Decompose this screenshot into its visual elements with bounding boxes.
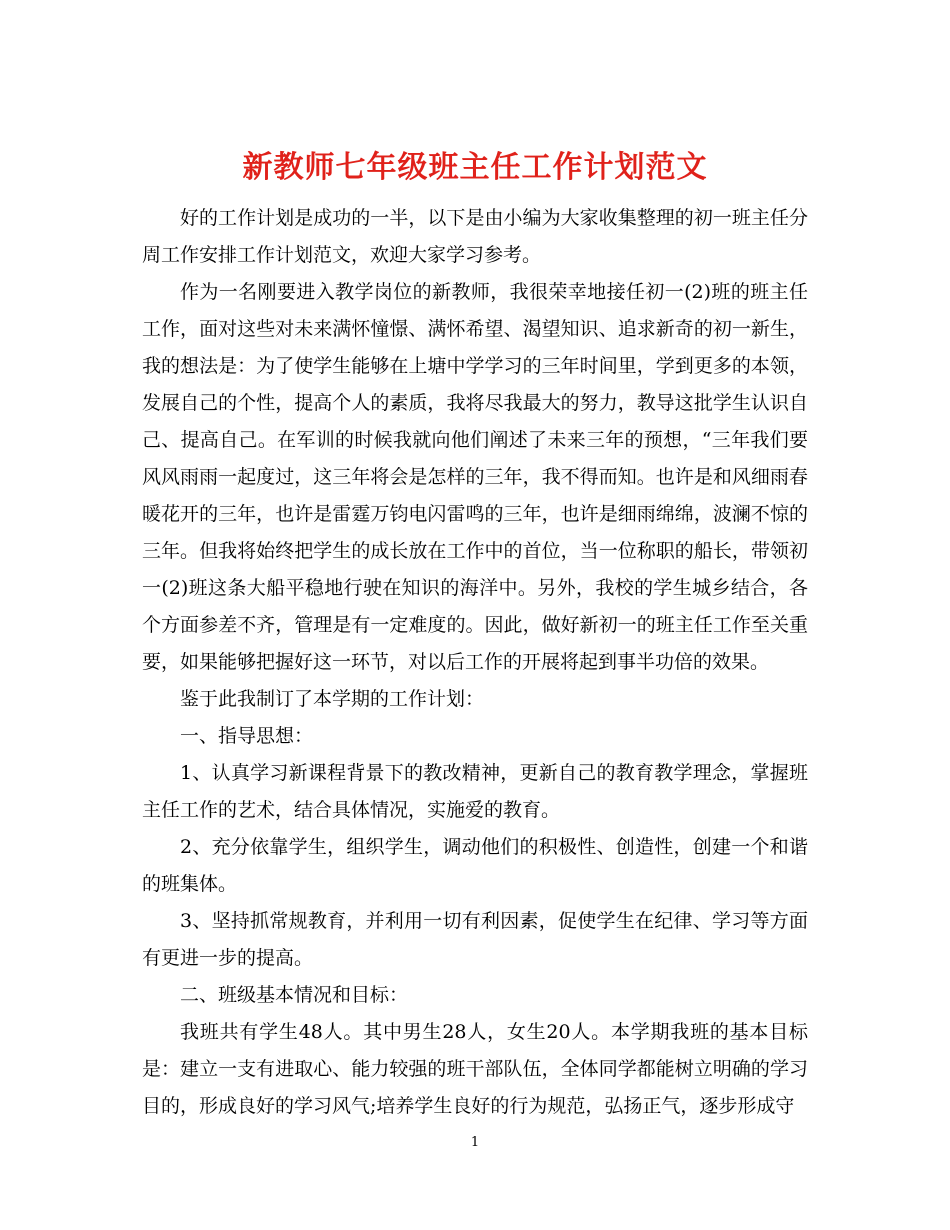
section-heading-guiding-ideas: 一、指导思想： bbox=[180, 725, 314, 747]
paragraph-background: 作为一名刚要进入教学岗位的新教师，我很荣幸地接任初一(2)班的班主任工作，面对这些对未来满怀憧憬、满怀希望、渴望知识、追求新奇的初一新生，我的想法是：为了使学生能够在上塘中学学习的三年时间里，学到更多的本领，发展自己的个性，提高个人的素质，我将尽我最大的努力，教导这批学生认识自己、提高自己。在军训的时候我就向他们阐述了未来三年的预想，“三年我们要风风雨雨一起度过，这三年将会是怎样的三年，我不得而知。也许是和风细雨春暖花开的三年，也许是雷霆万钧电闪雷鸣的三年，也许是细雨绵绵，波澜不惊的三年。但我将始终把学生的成长放在工作中的首位，当一位称职的船长，带领初一(2)班这条大船平稳地行驶在知识的海洋中。另外，我校的学生城乡结合，各个方面参差不齐，管理是有一定难度的。因此，做好新初一的班主任工作至关重要，如果能够把握好这一环节，对以后工作的开展将起到事半功倍的效果。 bbox=[142, 281, 808, 673]
paragraph-class-info: 我班共有学生48人。其中男生28人，女生20人。本学期我班的基本目标是：建立一支有进取心、能力较强的班干部队伍，全体同学都能树立明确的学习目的，形成良好的学习风气;培养学生良好的行为规范，弘扬正气，逐步形成守 bbox=[142, 1021, 808, 1117]
page-number: 1 bbox=[470, 1135, 480, 1150]
document-body bbox=[142, 200, 808, 1125]
paragraph-plan-lead: 鉴于此我制订了本学期的工作计划： bbox=[180, 688, 485, 710]
paragraph-intro: 好的工作计划是成功的一半，以下是由小编为大家收集整理的初一班主任分周工作安排工作计划范文，欢迎大家学习参考。 bbox=[142, 207, 808, 266]
document-title: 新教师七年级班主任工作计划范文 bbox=[242, 150, 708, 186]
section-heading-class-info: 二、班级基本情况和目标： bbox=[180, 984, 409, 1006]
list-item-3: 3、坚持抓常规教育，并利用一切有利因素，促使学生在纪律、学习等方面有更进一步的提高。 bbox=[142, 910, 808, 969]
list-item-2: 2、充分依靠学生，组织学生，调动他们的积极性、创造性，创建一个和谐的班集体。 bbox=[142, 836, 808, 895]
list-item-1: 1、认真学习新课程背景下的教改精神，更新自己的教育教学理念，掌握班主任工作的艺术，结合具体情况，实施爱的教育。 bbox=[142, 762, 808, 821]
